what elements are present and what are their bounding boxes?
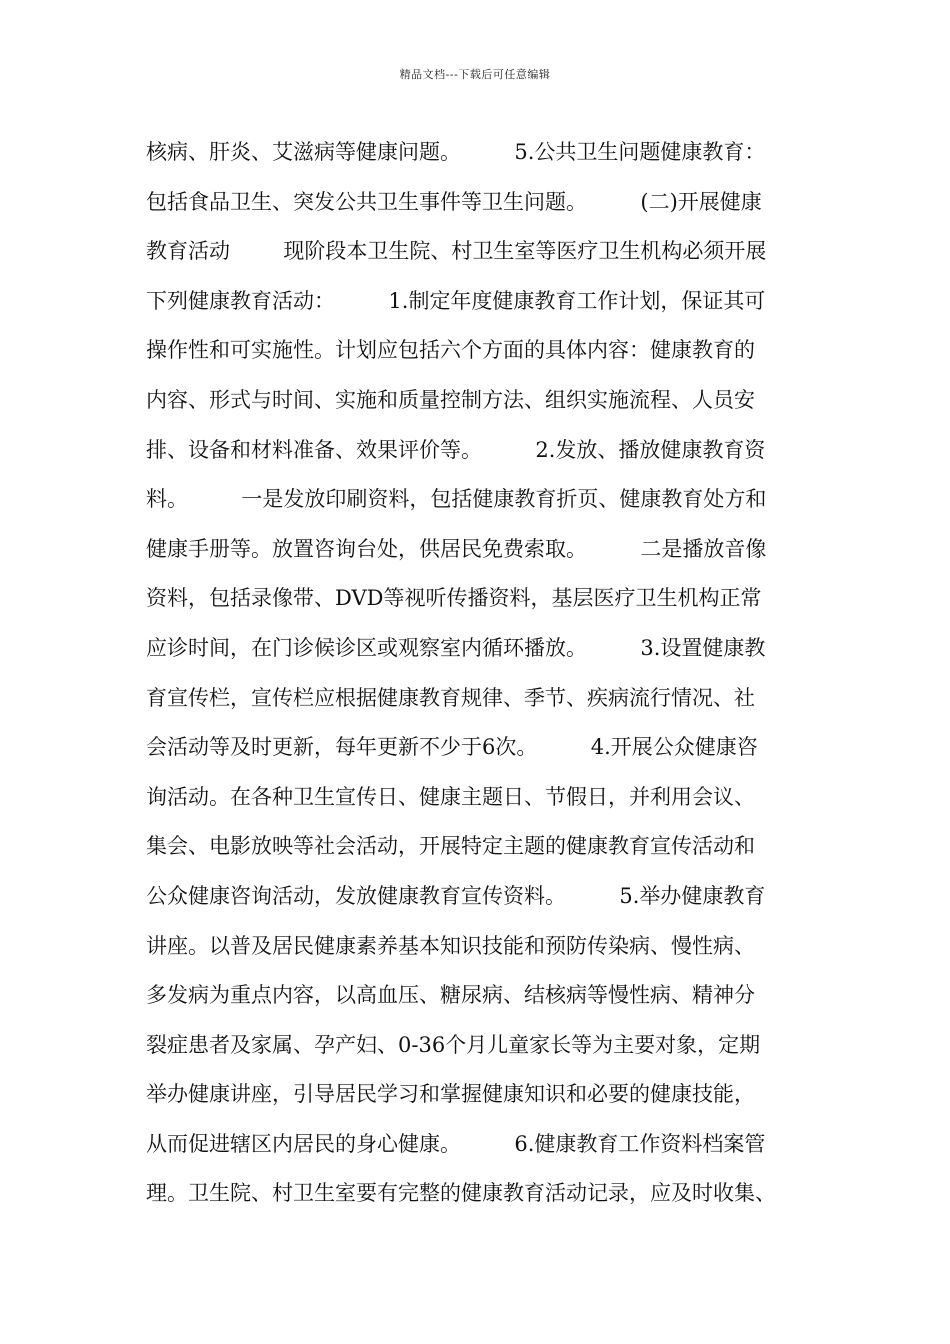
body-line: 理。卫生院、村卫生室要有完整的健康教育活动记录，应及时收集、 (146, 1181, 776, 1206)
body-line: 核病、肝炎、艾滋病等健康问题。 5.公共卫生问题健康教育： (146, 140, 766, 164)
body-line: 集会、电影放映等社会活动，开展特定主题的健康教育宣传活动和 (146, 834, 755, 859)
body-line: 资料，包括录像带、DVD等视听传播资料，基层医疗卫生机构正常 (146, 586, 762, 611)
body-line: 下列健康教育活动： 1.制定年度健康教育工作计划，保证其可 (146, 288, 766, 313)
body-line: 公众健康咨询活动，发放健康教育宣传资料。 5.举办健康教育 (146, 883, 766, 908)
body-line: 料。 一是发放印刷资料，包括健康教育折页、健康教育处方和 (146, 487, 767, 512)
body-line: 多发病为重点内容，以高血压、糖尿病、结核病等慢性病、精神分 (146, 983, 755, 1008)
body-line: 健康手册等。放置咨询台处，供居民免费索取。 二是播放音像 (146, 536, 767, 561)
body-line: 包括食品卫生、突发公共卫生事件等卫生问题。 (二)开展健康 (146, 189, 762, 214)
body-line: 裂症患者及家属、孕产妇、0-36个月儿童家长等为主要对象，定期 (146, 1032, 761, 1057)
body-line: 内容、形式与时间、实施和质量控制方法、组织实施流程、人员安 (146, 387, 755, 412)
body-line: 会活动等及时更新，每年更新不少于6次。 4.开展公众健康咨 (146, 735, 758, 760)
body-text (146, 128, 846, 1219)
body-line: 育宣传栏，宣传栏应根据健康教育规律、季节、疾病流行情况、社 (146, 685, 755, 710)
page-header: 精品文档---下载后可任意编辑 (399, 68, 551, 81)
body-line: 从而促进辖区内居民的身心健康。 6.健康教育工作资料档案管 (146, 1131, 766, 1156)
body-line: 举办健康讲座，引导居民学习和掌握健康知识和必要的健康技能， (146, 1082, 755, 1107)
body-line: 讲座。以普及居民健康素养基本知识技能和预防传染病、慢性病、 (146, 933, 755, 958)
body-line: 教育活动 现阶段本卫生院、村卫生室等医疗卫生机构必须开展 (146, 239, 767, 264)
body-line: 询活动。在各种卫生宣传日、健康主题日、节假日，并利用会议、 (146, 784, 755, 809)
body-line: 操作性和可实施性。计划应包括六个方面的具体内容：健康教育的 (146, 338, 755, 363)
body-line: 应诊时间，在门诊候诊区或观察室内循环播放。 3.设置健康教 (146, 635, 766, 660)
body-line: 排、设备和材料准备、效果评价等。 2.发放、播放健康教育资 (146, 437, 766, 462)
